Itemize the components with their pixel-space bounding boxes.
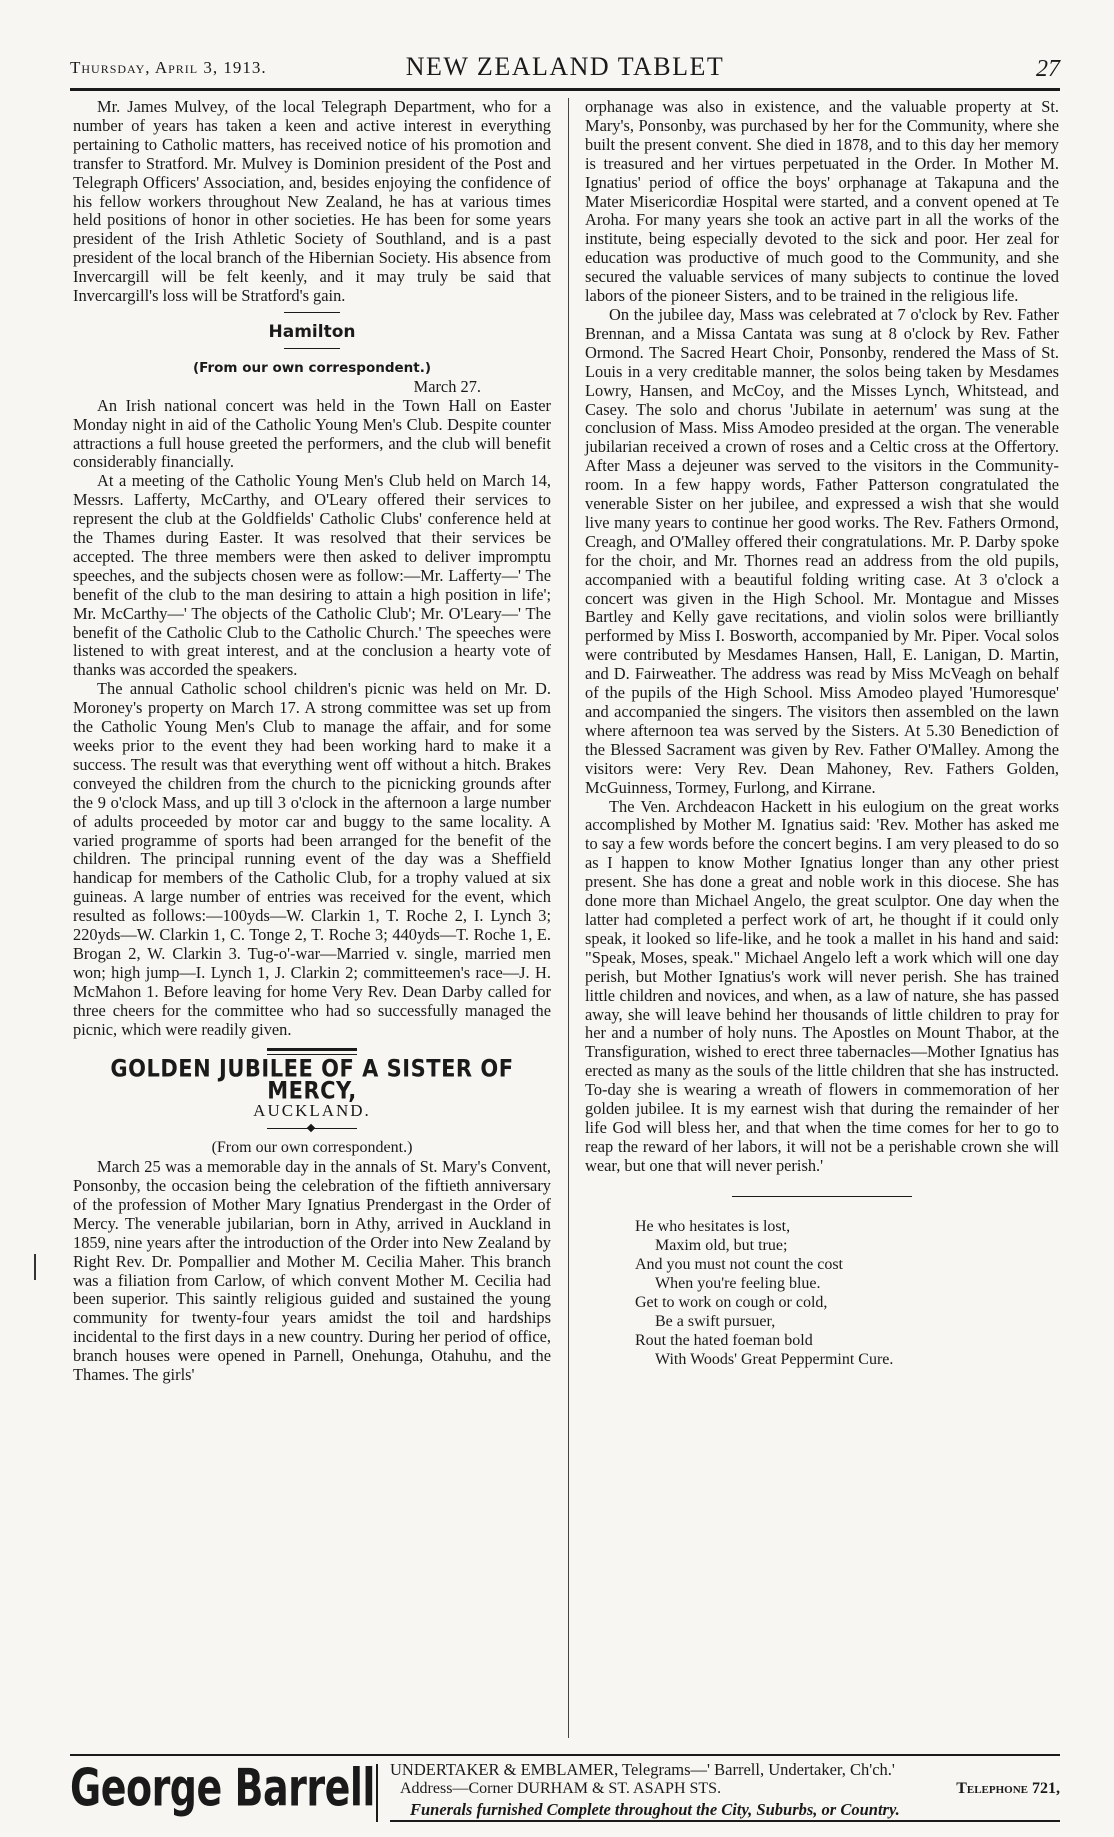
margin-mark: [34, 1254, 36, 1280]
hamilton-paragraph-2: At a meeting of the Catholic Young Men's Club held on March 14, Messrs. Lafferty, McCarthy, and O'Leary offered their services to represent the club at the Goldfields' Catholic Clubs' conference held at the Thames during Easter. It was resolved that their services be accepted. The three members were then asked to deliver impromptu speeches, and the subjects chosen were as follow:—Mr. Lafferty—' The benefit of the club to the man desiring to attain a high position in life'; Mr. McCarthy—' The objects of the Catholic Club'; Mr. O'Leary—' The benefit of the Catholic Club to the Catholic Church.' The speeches were listened to with great interest, and at the conclusion a hearty vote of thanks was accorded the speakers.: [73, 471, 551, 680]
poem-line: With Woods' Great Peppermint Cure.: [655, 1350, 894, 1368]
poem-line: Be a swift pursuer,: [655, 1312, 776, 1330]
separator-diamond-rule: [267, 1125, 357, 1133]
mulvey-paragraph: Mr. James Mulvey, of the local Telegraph Department, who for a number of years has taken a keen and active interest in everything pertaining to Catholic matters, has received notice of his promotion and transfer to Stratford. Mr. Mulvey is Dominion president of the Post and Telegraph Officers' Association, and, besides enjoying the confidence of his fellow workers throughout New Zealand, he has at various times held positions of honor in other societies. He has been for some years president of the Irish Athletic Society of Southland, and is a past president of the local branch of the Hibernian Society. His absence from Invercargill will be felt keenly, and it may truly be said that Invercargill's loss will be Stratford's gain.: [73, 97, 551, 306]
separator-double-rule: [267, 1048, 357, 1055]
jubilee-paragraph-4: The Ven. Archdeacon Hackett in his eulogium on the great works accomplished by Mother M. Ignatius said: 'Rev. Mother has asked me to say a few words before the concert begins. I am very pleased to do so as I happen to know Mother Ignatius longer than any other priest present. She has done a great and noble work in this diocese. She has done more than Michael Angelo, the great sculptor. One day when the latter had completed a perfect work of art, he thought if it could only speak, it looked so life-like, and he took a mallet in his hand and said: "Speak, Moses, speak." Michael Angelo left a work which will one day perish, but Mother Ignatius's work will never perish. She has trained little children and novices, and when, as a law of nature, she has passed away, she will leave behind her thousands of little children to pray for her and a number of holy nuns. The Apostles on Mount Thabor, at the Transfiguration, wished to erect three tabernacles—Mother Ignatius has erected as many as the souls of the little children that she has instructed. To-day she is wearing a wreath of flowers in commemoration of her golden jubilee. It is my earnest wish that during the remainder of her life God will bless her, and that when the time comes for her to go to reap the reward of her labors, it will not be a perishable crown she will wear, but one that will never perish.': [585, 796, 1059, 1175]
hamilton-correspondent: (From our own correspondent.): [192, 359, 432, 376]
poem-line: And you must not count the cost: [635, 1255, 843, 1273]
column-divider: [568, 98, 569, 1738]
advertiser-name: George Barrell: [70, 1758, 375, 1818]
jubilee-heading: GOLDEN JUBILEE OF A SISTER OF MERCY,: [110, 1054, 514, 1104]
newspaper-title: NEW ZEALAND TABLET: [405, 52, 725, 81]
advert-line-1: UNDERTAKER & EMBLAMER, Telegrams—' Barrell, Undertaker, Ch'ch.': [390, 1760, 895, 1779]
undertaker-advertisement: [70, 1754, 1060, 1826]
separator-rule: [284, 312, 340, 313]
page-number: 27: [1036, 56, 1060, 82]
poem-line: Rout the hated foeman bold: [635, 1331, 813, 1349]
jubilee-paragraph-2: orphanage was also in existence, and the valuable property at St. Mary's, Ponsonby, was purchased by her for the Community, where she built the present convent. She died in 1878, and to this day her memory is treasured and her virtues perpetuated in the Order. In Mother M. Ignatius' period of office the boys' orphanage at Takapuna and the Mater Misericordiæ Hospital were started, and a convent opened at Te Aroha. For many years she took an active part in all the works of the institute, being especially devoted to the sick and poor. Her zeal for education was productive of much good to the Community, and she secured the valuable services of many subjects to continue the loved labors of the pioneer Sisters, and to be trained in the religious life.: [585, 97, 1059, 306]
advert-poem: [635, 1217, 1059, 1369]
jubilee-paragraph-1: March 25 was a memorable day in the annals of St. Mary's Convent, Ponsonby, the occasion being the celebration of the fiftieth anniversary of the profession of Mother Mary Ignatius Prendergast in the Order of Mercy. The venerable jubilarian, born in Athy, arrived in Auckland in 1859, nine years after the introduction of the Order into New Zealand by Right Rev. Dr. Pompallier and Mother M. Cecilia Maher. This branch was a filiation from Carlow, of which convent Mother M. Cecilia had been superior. This saintly religious guided and sustained the young community for twenty-four years amidst the toil and hardships incidental to the first days in a new country. During her period of office, branch houses were opened in Parnell, Onehunga, Otahuhu, and the Thames. The girls': [73, 1157, 551, 1385]
advert-address: Address—Corner DURHAM & ST. ASAPH STS.: [400, 1780, 722, 1797]
advert-divider: [376, 1764, 378, 1822]
issue-date: Thursday, April 3, 1913.: [70, 58, 267, 77]
hamilton-date: March 27.: [413, 376, 481, 396]
jubilee-paragraph-3: On the jubilee day, Mass was celebrated at 7 o'clock by Rev. Father Brennan, and a Missa Cantata was sung at 8 o'clock by Rev. Father Ormond. The Sacred Heart Choir, Ponsonby, rendered the Mass of St. Louis in a very creditable manner, the solos being taken by Mesdames Lowry, Hansen, and McCoy, and the Misses Lynch, Whitstead, and Casey. The solo and chorus 'Jubilate in aeternum' was sung at the conclusion of Mass. Miss Amodeo presided at the organ. The venerable jubilarian received a crown of roses and a Celtic cross at the Offertory. After Mass a dejeuner was served to the visitors in the Community-room. In a few happy words, Father Patterson congratulated the venerable Sister on her jubilee, and expressed a wish that she would live many years to continue her good works. The Rev. Fathers Ormond, Creagh, and O'Malley offered their congratulations. Mr. P. Darby spoke for the choir, and Mr. Thornes read an address from the old pupils, accompanied with a beautiful folding writing case. At 3 o'clock a concert was given in the High School. Mr. Montague and Misses Bartley and Kelly gave recitations, and violin solos were brilliantly performed by Miss I. Bosworth, accompanied by Mr. Piper. Vocal solos were contributed by Mesdames Hansen, Hall, E. Lanigan, D. Martin, and D. Fairweather. The address was read by Miss McVeagh on behalf of the pupils of the High School. Miss Amodeo played 'Humoresque' and accompanied the singers. The visitors then assembled on the lawn where afternoon tea was served by the Sisters. At 5.30 Benediction of the Blessed Sacrament was given by Rev. Father O'Malley. Among the visitors were: Very Rev. Dean Mahoney, Rev. Fathers Golden, McGuinness, Tormey, Furlong, and Kirrane.: [585, 304, 1059, 797]
left-column: [73, 98, 551, 1385]
jubilee-correspondent: (From our own correspondent.): [211, 1139, 413, 1157]
advert-line-2: [400, 1780, 1060, 1798]
advert-line-3: Funerals furnished Complete throughout the City, Suburbs, or Country.: [410, 1800, 900, 1819]
poem-line: When you're feeling blue.: [655, 1274, 821, 1292]
masthead: [70, 52, 1060, 91]
poem-line: Get to work on cough or cold,: [635, 1293, 828, 1311]
poem-line: Maxim old, but true;: [655, 1236, 788, 1254]
advert-underline: [390, 1820, 1060, 1822]
poem-line: He who hesitates is lost,: [635, 1217, 791, 1235]
separator-rule: [284, 348, 340, 349]
hamilton-paragraph-1: An Irish national concert was held in the Town Hall on Easter Monday night in aid of the Catholic Young Men's Club. Despite counter attractions a full house greeted the performers, and the club will benefit considerably financially.: [73, 395, 551, 472]
hamilton-heading: Hamilton: [268, 321, 356, 342]
jubilee-subheading: AUCKLAND.: [253, 1101, 371, 1121]
advert-telephone: Telephone 721,: [956, 1780, 1060, 1797]
hamilton-paragraph-3: The annual Catholic school children's picnic was held on Mr. D. Moroney's property on March 17. A strong committee was set up from the Catholic Young Men's Club to manage the affair, and for some weeks prior to the event they had been working hard to make it a success. The result was that everything went off without a hitch. Brakes conveyed the children from the church to the picnicking grounds after the 9 o'clock Mass, and up till 3 o'clock in the afternoon a large number of adults proceeded by motor car and buggy to the same locality. A varied programme of sports had been arranged for the benefit of the children. The principal running event of the day was a Sheffield handicap for members of the Catholic Club, for a trophy valued at six guineas. A large number of entries was received for the event, which resulted as follows:—100yds—W. Clarkin 1, T. Roche 2, I. Lynch 3; 220yds—W. Clarkin 1, C. Tonge 2, T. Roche 3; 440yds—T. Roche 1, E. Brogan 2, W. Clarkin 3. Tug-o'-war—Married v. single, married men won; high jump—I. Lynch 1, J. Clarkin 2; committeemen's race—J. H. McMahon 1. Before leaving for home Very Rev. Dean Darby called for three cheers for the committee who had so successfully managed the picnic, which were readily given.: [73, 679, 551, 1039]
separator-rule: [732, 1196, 912, 1197]
right-column: [585, 98, 1059, 1369]
